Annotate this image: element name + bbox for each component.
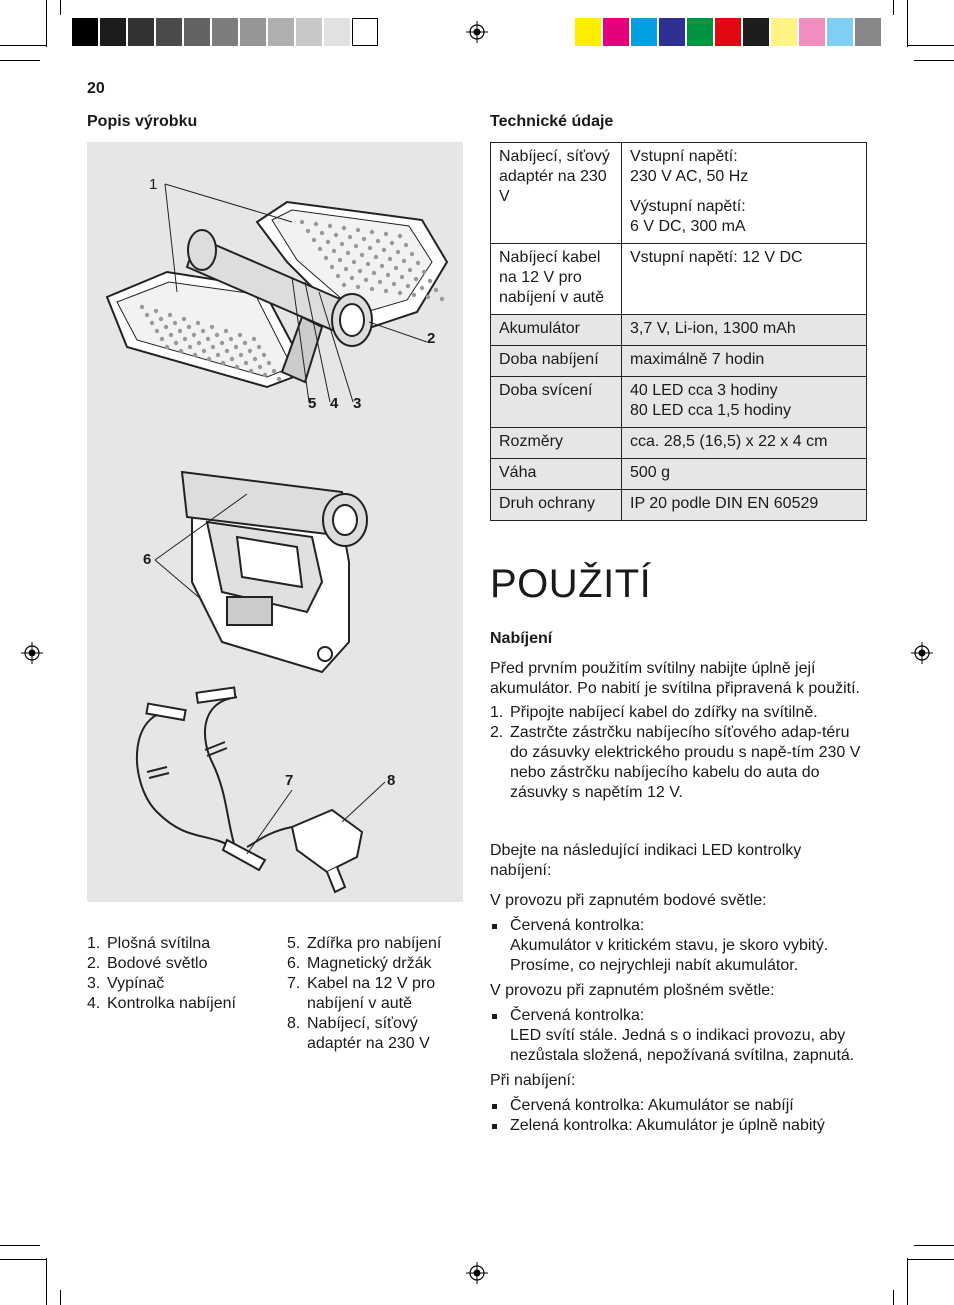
- crop-mark: [0, 60, 40, 61]
- table-row: [491, 346, 867, 377]
- led-dot: [263, 373, 267, 377]
- led-dot: [406, 284, 410, 288]
- led-dot: [230, 357, 234, 361]
- table-row: [491, 459, 867, 490]
- led-dot: [352, 260, 356, 264]
- table-cell-label: Akumulátor: [491, 315, 622, 346]
- table-cell-value: cca. 28,5 (16,5) x 22 x 4 cm: [622, 428, 867, 459]
- led-dot: [382, 248, 386, 252]
- parts-list-item: 7. Kabel na 12 V pro nabíjení v autě: [287, 975, 436, 1012]
- led-dot: [320, 231, 324, 235]
- led-dot: [412, 293, 416, 297]
- led-dot: [253, 357, 257, 361]
- color-swatch: [575, 18, 601, 46]
- registration-mark-icon: [21, 642, 43, 664]
- led-dot: [332, 249, 336, 253]
- product-drawing: [87, 142, 463, 902]
- list-item: Červená kontrolka: Akumulátor se nabíjí: [490, 1096, 867, 1116]
- led-dot: [362, 237, 366, 241]
- table-row: [491, 428, 867, 459]
- table-cell-value: Vstupní napětí: 230 V AC, 50 Hz Výstupní napětí: 6 V DC, 300 mA: [622, 143, 867, 244]
- led-dot: [392, 282, 396, 286]
- led-dot: [182, 317, 186, 321]
- list-item: Zelená kontrolka: Akumulátor je úplně nabitý: [490, 1116, 867, 1136]
- led-dot: [334, 233, 338, 237]
- section-title: POUŽITÍ: [490, 562, 652, 606]
- led-dot: [366, 262, 370, 266]
- led-dot: [210, 325, 214, 329]
- led-dot: [342, 226, 346, 230]
- led-dot: [422, 270, 426, 274]
- page-number: 20: [87, 80, 105, 97]
- crop-mark: [46, 0, 47, 47]
- led-dot: [238, 333, 242, 337]
- table-row: [491, 315, 867, 346]
- led-dot: [169, 333, 173, 337]
- folded-lamp: [182, 472, 367, 672]
- led-dot: [350, 276, 354, 280]
- led-dot: [336, 274, 340, 278]
- led-dot: [216, 353, 220, 357]
- led-dot: [168, 313, 172, 317]
- power-adapter: [247, 810, 362, 892]
- led-dot: [390, 241, 394, 245]
- color-swatch: [603, 18, 629, 46]
- led-dot: [338, 258, 342, 262]
- technical-data-heading: Technické údaje: [490, 113, 614, 130]
- led-dot: [243, 341, 247, 345]
- product-description-heading: Popis výrobku: [87, 113, 198, 130]
- led-dot: [154, 309, 158, 313]
- crop-mark: [60, 0, 61, 15]
- table-row: [491, 377, 867, 428]
- led-dot: [173, 321, 177, 325]
- table-row: [491, 143, 867, 244]
- led-dot: [234, 345, 238, 349]
- led-dot: [257, 345, 261, 349]
- table-cell-label: Druh ochrany: [491, 490, 622, 521]
- table-cell-value: maximálně 7 hodin: [622, 346, 867, 377]
- led-dot: [192, 333, 196, 337]
- led-dot: [374, 255, 378, 259]
- led-dot: [416, 261, 420, 265]
- led-dot: [408, 268, 412, 272]
- led-dot: [145, 313, 149, 317]
- spot-mode-text: V provozu při zapnutém bodové světle:: [490, 892, 767, 909]
- color-swatch: [128, 18, 154, 46]
- led-dot: [150, 321, 154, 325]
- technical-data-table: [490, 142, 867, 521]
- table-row: [491, 490, 867, 521]
- color-swatch: [743, 18, 769, 46]
- parts-list-item: 1. Plošná svítilna: [87, 935, 211, 952]
- figure-label-2: 2: [427, 330, 436, 347]
- led-dot: [404, 243, 408, 247]
- table-cell-label: Nabíjecí, síťový adaptér na 230 V: [491, 143, 622, 244]
- led-dot: [258, 365, 262, 369]
- led-dot: [179, 349, 183, 353]
- led-intro: Dbejte na následující indikaci LED kontrolky nabíjení:: [490, 842, 802, 879]
- led-dot: [187, 325, 191, 329]
- parts-list-item: 8. Nabíjecí, síťový adaptér na 230 V: [287, 1015, 430, 1052]
- led-dot: [328, 224, 332, 228]
- led-dot: [354, 244, 358, 248]
- led-dot: [386, 273, 390, 277]
- color-swatch: [324, 18, 350, 46]
- led-dot: [358, 269, 362, 273]
- led-dot: [380, 264, 384, 268]
- parts-list-item: 6. Magnetický držák: [287, 955, 432, 972]
- led-dot: [224, 329, 228, 333]
- color-swatch: [72, 18, 98, 46]
- led-dot: [248, 349, 252, 353]
- led-dot: [330, 265, 334, 269]
- led-dot: [388, 257, 392, 261]
- figure-label-6: 6: [143, 551, 152, 568]
- led-dot: [229, 337, 233, 341]
- table-row: [491, 244, 867, 315]
- crop-mark: [914, 1245, 954, 1246]
- led-dot: [314, 222, 318, 226]
- table-cell-value: 40 LED cca 3 hodiny 80 LED cca 1,5 hodiny: [622, 377, 867, 428]
- led-dot: [244, 361, 248, 365]
- led-dot: [394, 266, 398, 270]
- usage-section: [490, 629, 867, 1136]
- led-dot: [188, 345, 192, 349]
- led-dot: [426, 295, 430, 299]
- led-dot: [434, 288, 438, 292]
- table-cell-label: Váha: [491, 459, 622, 490]
- led-dot: [378, 280, 382, 284]
- list-item: Červená kontrolka: LED svítí stále. Jedná s o indikaci provozu, aby nezůstala složená, nepožívaná svítilna, zapnutá.: [490, 1006, 867, 1066]
- registration-mark-icon: [911, 642, 933, 664]
- figure-label-4: 4: [330, 395, 339, 412]
- list-item: 1. Připojte nabíjecí kabel do zdířky na svítilně.: [490, 704, 818, 721]
- led-dot: [267, 361, 271, 365]
- color-swatch: [827, 18, 853, 46]
- color-swatch: [352, 18, 378, 46]
- led-dot: [262, 353, 266, 357]
- figure-label-3: 3: [353, 395, 362, 412]
- led-dot: [178, 329, 182, 333]
- led-dot: [306, 229, 310, 233]
- color-swatch: [296, 18, 322, 46]
- figure-label-1: 1: [149, 176, 158, 193]
- led-dot: [428, 279, 432, 283]
- flood-mode-text: V provozu při zapnutém plošném světle:: [490, 982, 775, 999]
- led-dot: [249, 369, 253, 373]
- led-dot: [207, 357, 211, 361]
- color-swatch: [156, 18, 182, 46]
- car-charging-cable: [137, 688, 265, 870]
- product-illustration: [87, 142, 463, 902]
- led-dot: [370, 230, 374, 234]
- led-dot: [324, 256, 328, 260]
- led-dot: [410, 252, 414, 256]
- registration-mark-icon: [466, 1262, 488, 1284]
- led-dot: [342, 283, 346, 287]
- led-dot: [221, 361, 225, 365]
- color-swatch: [659, 18, 685, 46]
- color-swatch: [631, 18, 657, 46]
- parts-list-column-2: [287, 934, 463, 1054]
- led-dot: [197, 341, 201, 345]
- led-dot: [239, 353, 243, 357]
- crop-mark: [0, 1245, 40, 1246]
- led-dot: [312, 238, 316, 242]
- color-swatch: [855, 18, 881, 46]
- flood-mode-list: [490, 1006, 867, 1066]
- led-dot: [183, 337, 187, 341]
- led-dot: [300, 220, 304, 224]
- charging-mode-list: [490, 1096, 867, 1136]
- list-item: 2. Zastrčte zástrčku nabíjecího síťového adap-téru do zásuvky elektrického proudu s napě-tím 230 V nebo zástrčku nabíjecího kabelu do auta do zásuvky s napětím 12 V.: [490, 724, 861, 801]
- led-dot: [376, 239, 380, 243]
- charging-heading: Nabíjení: [490, 630, 553, 647]
- crop-mark: [907, 0, 908, 47]
- crop-mark: [907, 1258, 908, 1305]
- led-dot: [164, 325, 168, 329]
- unfolded-lamp: [107, 202, 447, 387]
- crop-mark: [46, 1258, 47, 1305]
- table-cell-value: 500 g: [622, 459, 867, 490]
- charging-mode-text: Při nabíjení:: [490, 1072, 576, 1089]
- charging-steps: [490, 703, 867, 803]
- led-dot: [402, 259, 406, 263]
- parts-list-item: 4. Kontrolka nabíjení: [87, 995, 236, 1012]
- crop-mark: [60, 1290, 61, 1305]
- led-dot: [356, 285, 360, 289]
- led-dot: [225, 349, 229, 353]
- led-dot: [235, 365, 239, 369]
- parts-list-item: 5. Zdířka pro nabíjení: [287, 935, 442, 952]
- figure-label-7: 7: [285, 772, 294, 789]
- led-dot: [211, 345, 215, 349]
- led-dot: [193, 353, 197, 357]
- led-dot: [400, 275, 404, 279]
- led-dot: [159, 317, 163, 321]
- table-cell-label: Rozměry: [491, 428, 622, 459]
- parts-list-item: 3. Vypínač: [87, 975, 165, 992]
- led-dot: [356, 228, 360, 232]
- led-dot: [206, 337, 210, 341]
- color-swatch: [240, 18, 266, 46]
- led-dot: [372, 271, 376, 275]
- crop-mark: [0, 1259, 47, 1260]
- led-dot: [360, 253, 364, 257]
- figure-label-5: 5: [308, 395, 317, 412]
- led-dot: [398, 234, 402, 238]
- led-dot: [201, 329, 205, 333]
- led-dot: [220, 341, 224, 345]
- led-dot: [252, 337, 256, 341]
- led-dot: [398, 291, 402, 295]
- table-cell-value: Vstupní napětí: 12 V DC: [622, 244, 867, 315]
- led-dot: [155, 329, 159, 333]
- led-dot: [174, 341, 178, 345]
- led-dot: [384, 289, 388, 293]
- led-dot: [420, 286, 424, 290]
- led-dot: [272, 369, 276, 373]
- led-dot: [215, 333, 219, 337]
- parts-list-item: 2. Bodové světlo: [87, 955, 208, 972]
- table-cell-label: Doba svícení: [491, 377, 622, 428]
- spot-mode-list: [490, 916, 867, 976]
- crop-mark: [893, 1290, 894, 1305]
- led-dot: [346, 251, 350, 255]
- led-dot: [370, 287, 374, 291]
- color-swatch: [100, 18, 126, 46]
- led-dot: [414, 277, 418, 281]
- led-dot: [277, 377, 281, 381]
- led-dot: [364, 278, 368, 282]
- table-cell-value: 3,7 V, Li-ion, 1300 mAh: [622, 315, 867, 346]
- led-dot: [344, 267, 348, 271]
- led-dot: [202, 349, 206, 353]
- led-dot: [196, 321, 200, 325]
- crop-mark: [914, 60, 954, 61]
- led-dot: [160, 337, 164, 341]
- led-dot: [368, 246, 372, 250]
- color-swatch: [184, 18, 210, 46]
- table-cell-value: IP 20 podle DIN EN 60529: [622, 490, 867, 521]
- led-dot: [348, 235, 352, 239]
- color-swatch: [687, 18, 713, 46]
- color-swatch: [715, 18, 741, 46]
- led-dot: [340, 242, 344, 246]
- led-dot: [440, 297, 444, 301]
- color-swatch: [268, 18, 294, 46]
- crop-mark: [0, 45, 47, 46]
- list-item: Červená kontrolka: Akumulátor v kritickém stavu, je skoro vybitý. Prosíme, co nejrychleji nabít akumulátor.: [490, 916, 867, 976]
- color-swatch: [799, 18, 825, 46]
- led-dot: [326, 240, 330, 244]
- led-dot: [318, 247, 322, 251]
- led-dot: [165, 345, 169, 349]
- figure-label-8: 8: [387, 772, 396, 789]
- registration-mark-icon: [466, 21, 488, 43]
- crop-mark: [907, 45, 954, 46]
- led-dot: [396, 250, 400, 254]
- crop-mark: [907, 1259, 954, 1260]
- charging-intro: Před prvním použitím svítilny nabijte úplně její akumulátor. Po nabití je svítilna připravená k použití.: [490, 660, 860, 697]
- color-swatch: [212, 18, 238, 46]
- led-dot: [384, 232, 388, 236]
- crop-mark: [893, 0, 894, 15]
- color-swatch: [771, 18, 797, 46]
- parts-list-column-1: [87, 934, 277, 1014]
- table-cell-label: Nabíjecí kabel na 12 V pro nabíjení v autě: [491, 244, 622, 315]
- led-dot: [140, 305, 144, 309]
- table-cell-label: Doba nabíjení: [491, 346, 622, 377]
